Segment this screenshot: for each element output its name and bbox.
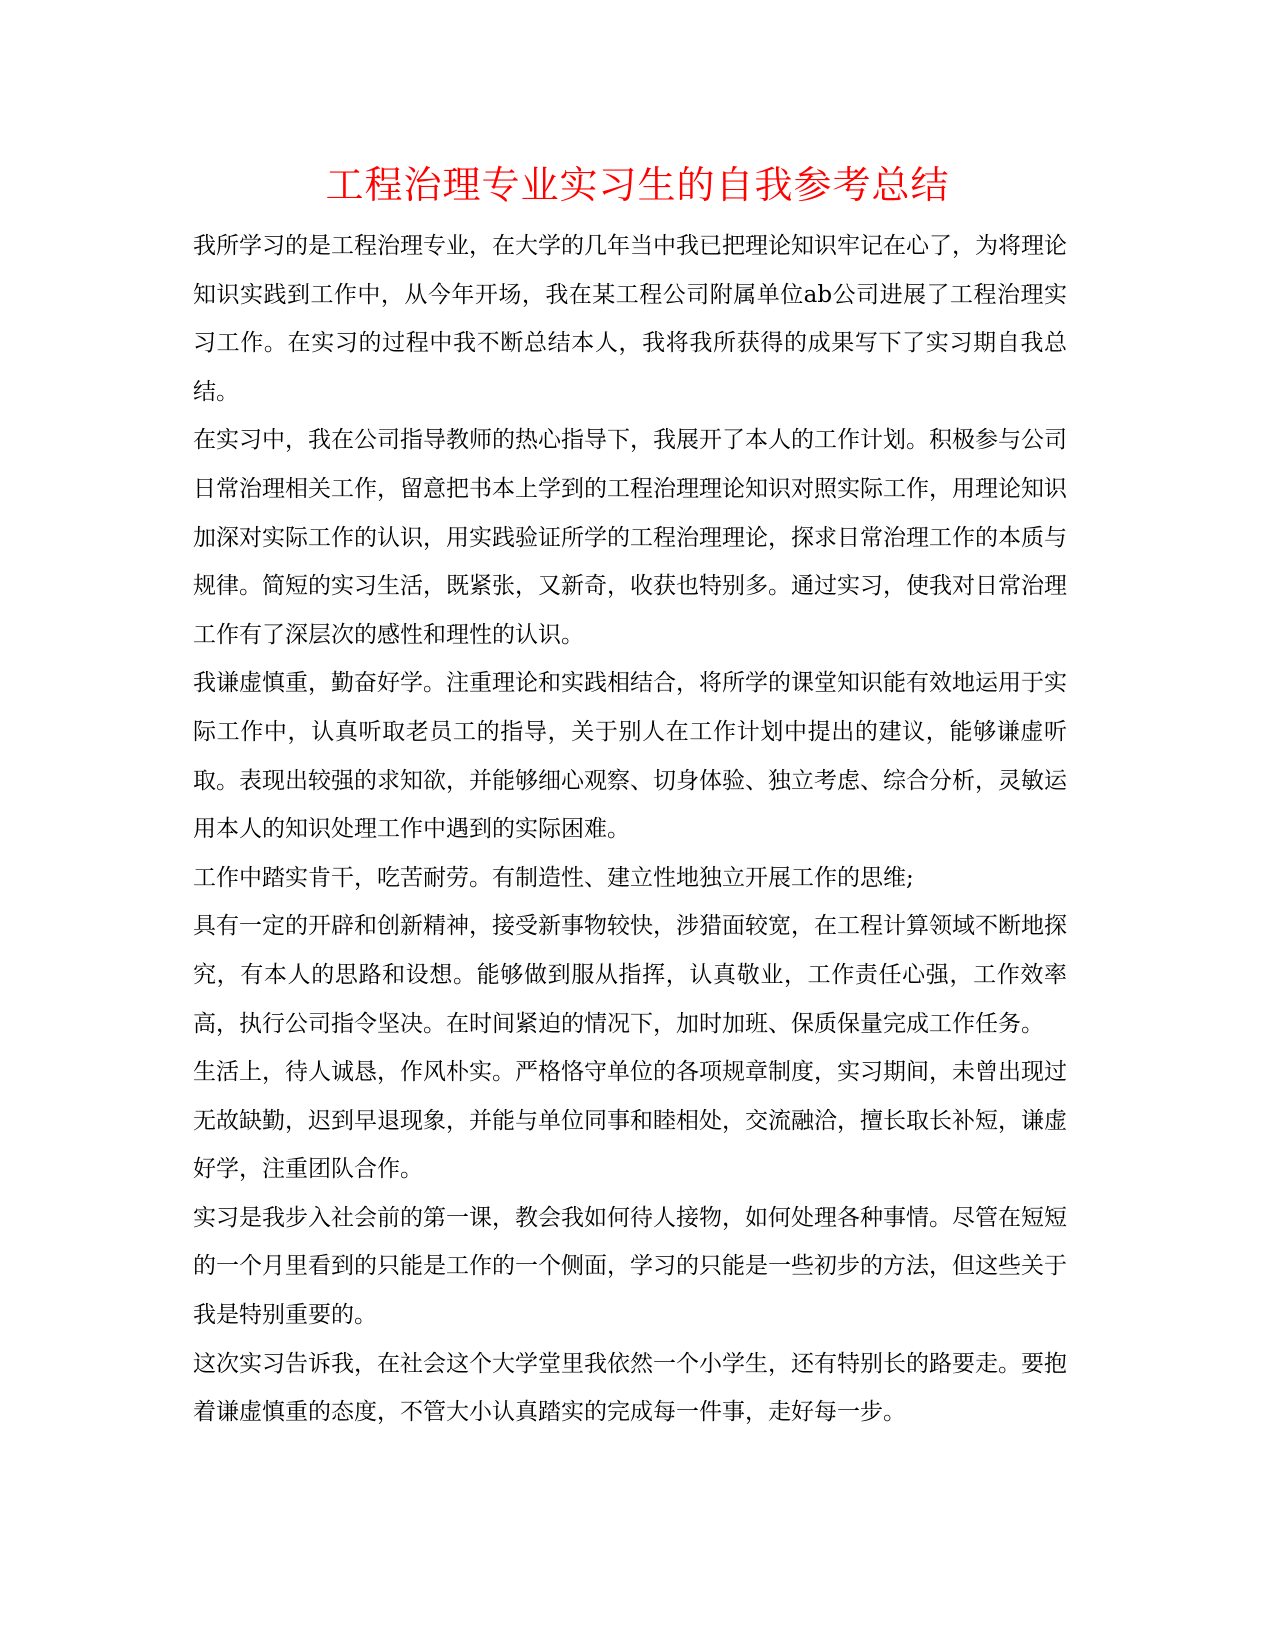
paragraph-4: 工作中踏实肯干，吃苦耐劳。有制造性、建立性地独立开展工作的思维;: [193, 864, 914, 891]
paragraph-2: 在实习中，我在公司指导教师的热心指导下，我展开了本人的工作计划。积极参与公司日常治理相关工作，留意把书本上学到的工程治理理论知识对照实际工作，用理论知识加深对实际工作的认识，用实践验证所学的工程治理理论，探求日常治理工作的本质与规律。简短的实习生活，既紧张，又新奇，收获也特别多。通过实习，使我对日常治理工作有了深层次的感性和理性的认识。: [193, 427, 1067, 648]
paragraph-8: 这次实习告诉我，在社会这个大学堂里我依然一个小学生，还有特别长的路要走。要抱着谦虚慎重的态度，不管大小认真踏实的完成每一件事，走好每一步。: [193, 1350, 1067, 1426]
paragraph-5: 具有一定的开辟和创新精神，接受新事物较快，涉猎面较宽，在工程计算领域不断地探究，有本人的思路和设想。能够做到服从指挥，认真敬业，工作责任心强，工作效率高，执行公司指令坚决。在时间紧迫的情况下，加时加班、保质保量完成工作任务。: [193, 913, 1067, 1037]
document-title: 工程治理专业实习生的自我参考总结: [325, 163, 950, 207]
paragraph-6: 生活上，待人诚恳，作风朴实。严格恪守单位的各项规章制度，实习期间，未曾出现过无故缺勤，迟到早退现象，并能与单位同事和睦相处，交流融洽，擅长取长补短，谦虚好学，注重团队合作。: [193, 1059, 1067, 1183]
paragraph-3: 我谦虚慎重，勤奋好学。注重理论和实践相结合，将所学的课堂知识能有效地运用于实际工作中，认真听取老员工的指导，关于别人在工作计划中提出的建议，能够谦虚听取。表现出较强的求知欲，并能够细心观察、切身体验、独立考虑、综合分析，灵敏运用本人的知识处理工作中遇到的实际困难。: [193, 670, 1067, 843]
paragraph-7: 实习是我步入社会前的第一课，教会我如何待人接物，如何处理各种事情。尽管在短短的一个月里看到的只能是工作的一个侧面，学习的只能是一些初步的方法，但这些关于我是特别重要的。: [193, 1204, 1067, 1329]
paragraph-1: 我所学习的是工程治理专业，在大学的几年当中我已把理论知识牢记在心了，为将理论知识实践到工作中，从今年开场，我在某工程公司附属单位ab公司进展了工程治理实习工作。在实习的过程中我不断总结本人，我将我所获得的成果写下了实习期自我总结。: [193, 233, 1067, 405]
document-body: [193, 222, 1067, 1437]
